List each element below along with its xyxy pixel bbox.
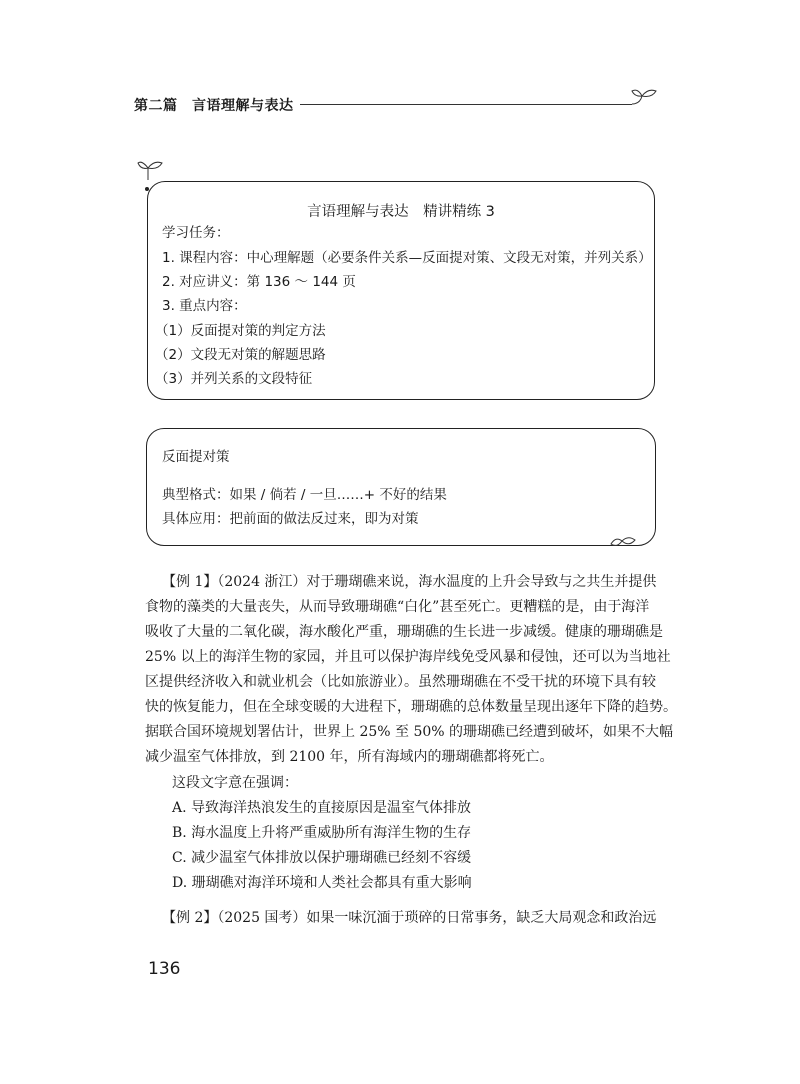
example2-line: 【例 2】（2025 国考）如果一味沉湎于琐碎的日常事务，缺乏大局观念和政治远 <box>162 910 657 926</box>
option-b: B. 海水温度上升将严重威胁所有海洋生物的生存 <box>172 825 472 841</box>
method-line: 典型格式：如果 / 倘若 / 一旦……+ 不好的结果 <box>162 487 447 503</box>
example1-line: 快的恢复能力，但在全球变暖的大进程下，珊瑚礁的总体数量呈现出逐年下降的趋势。 <box>145 699 677 715</box>
example1-line: 区提供经济收入和就业机会（比如旅游业）。虽然珊瑚礁在不受干扰的环境下具有较 <box>145 674 656 690</box>
option-a: A. 导致海洋热浪发生的直接原因是温室气体排放 <box>172 800 472 816</box>
part-title: 第二篇 言语理解与表达 <box>134 98 294 114</box>
task-line: 1. 课程内容：中心理解题（必要条件关系—反面提对策、文段无对策，并列关系） <box>162 250 652 266</box>
method-line: 具体应用：把前面的做法反过来，即为对策 <box>162 511 419 527</box>
option-d: D. 珊瑚礁对海洋环境和人类社会都具有重大影响 <box>172 875 472 891</box>
example1-line: 减少温室气体排放，到 2100 年，所有海域内的珊瑚礁都将死亡。 <box>145 749 554 765</box>
task-box-corner-dot <box>145 187 149 191</box>
task-line: （2）文段无对策的解题思路 <box>155 347 326 363</box>
sprout-icon <box>630 86 660 108</box>
example1-line: 25% 以上的海洋生物的家园，并且可以保护海岸线免受风暴和侵蚀，还可以为当地社 <box>145 649 671 665</box>
page-number: 136 <box>148 959 181 979</box>
task-line: 3. 重点内容： <box>162 298 247 314</box>
method-title: 反面提对策 <box>162 449 230 465</box>
task-box-title: 言语理解与表达 精讲精练 3 <box>307 204 495 220</box>
task-line: （1）反面提对策的判定方法 <box>155 323 326 339</box>
example1-line: 吸收了大量的二氧化碳，海水酸化严重，珊瑚礁的生长进一步减缓。健康的珊瑚礁是 <box>145 624 663 640</box>
leaf-icon <box>610 535 636 549</box>
task-line: 2. 对应讲义：第 136 ～ 144 页 <box>162 274 356 290</box>
task-line: （3）并列关系的文段特征 <box>155 371 313 387</box>
sprout-icon <box>140 158 168 182</box>
example1-line: 据联合国环境规划署估计，世界上 25% 至 50% 的珊瑚礁已经遭到破坏，如果不大幅 <box>145 724 674 740</box>
example1-line: 食物的藻类的大量丧失，从而导致珊瑚礁“白化”甚至死亡。更糟糕的是，由于海洋 <box>145 599 650 615</box>
example1-line: 【例 1】（2024 浙江）对于珊瑚礁来说，海水温度的上升会导致与之共生并提供 <box>162 574 657 590</box>
task-label: 学习任务： <box>162 225 230 241</box>
header-rule <box>300 104 632 105</box>
option-c: C. 减少温室气体排放以保护珊瑚礁已经刻不容缓 <box>172 850 472 866</box>
example1-question: 这段文字意在强调： <box>172 775 298 791</box>
